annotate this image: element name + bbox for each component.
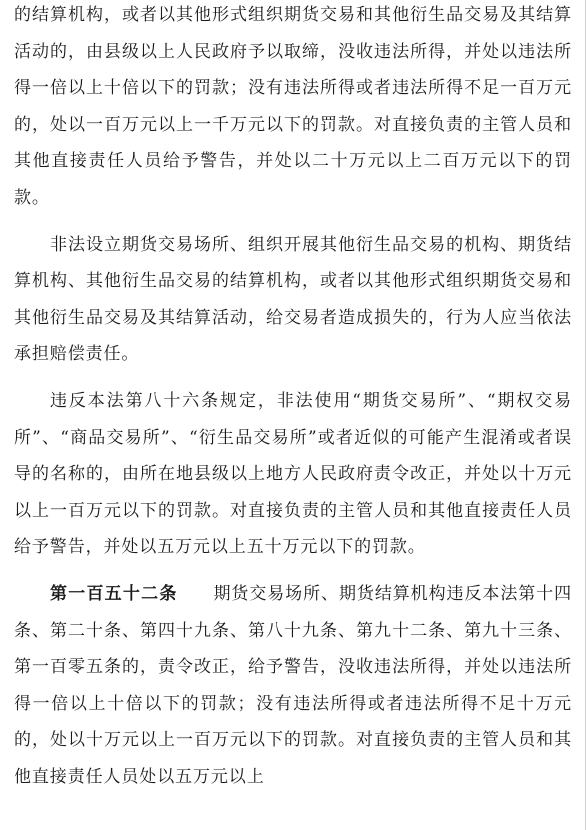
document-body xyxy=(14,0,572,805)
paragraph-liability xyxy=(14,227,572,373)
paragraph-continued xyxy=(14,0,572,217)
article-number: 第一百五十二条 xyxy=(50,583,178,604)
paragraph-text: 期货交易场所、期货结算机构违反本法第十四条、第二十条、第四十九条、第八十九条、第九十二条、第九十三条、第一百零五条的，责令改正，给予警告，没收违法所得，并处以违法所得一倍以上十倍以下的罚款；没有违法所得或者违法所得不足十万元的，处以十万元以上一百万元以下的罚款。对直接负责的主管人员和其他直接责任人员处以五万元以上 xyxy=(14,583,572,787)
paragraph-text: 非法设立期货交易场所、组织开展其他衍生品交易的机构、期货结算机构、其他衍生品交易的结算机构，或者以其他形式组织期货交易和其他衍生品交易及其结算活动，给交易者造成损失的，行为人应当依法承担赔偿责任。 xyxy=(14,234,572,365)
paragraph-text: 的结算机构，或者以其他形式组织期货交易和其他衍生品交易及其结算活动的，由县级以上人民政府予以取缔，没收违法所得，并处以违法所得一倍以上十倍以下的罚款；没有违法所得或者违法所得不足一百万元的，处以一百万元以上一千万元以下的罚款。对直接负责的主管人员和其他直接责任人员给予警告，并处以二十万元以上二百万元以下的罚款。 xyxy=(14,5,572,208)
article-152 xyxy=(14,576,572,796)
paragraph-name-misuse xyxy=(14,383,572,566)
paragraph-text: 违反本法第八十六条规定，非法使用“期货交易所”、“期权交易所”、“商品交易所”、“衍生品交易所”或者近似的可能产生混淆或者误导的名称的，由所在地县级以上地方人民政府责令改正，并处以十万元以上一百万元以下的罚款。对直接负责的主管人员和其他直接责任人员给予警告，并处以五万元以上五十万元以下的罚款。 xyxy=(14,390,572,558)
